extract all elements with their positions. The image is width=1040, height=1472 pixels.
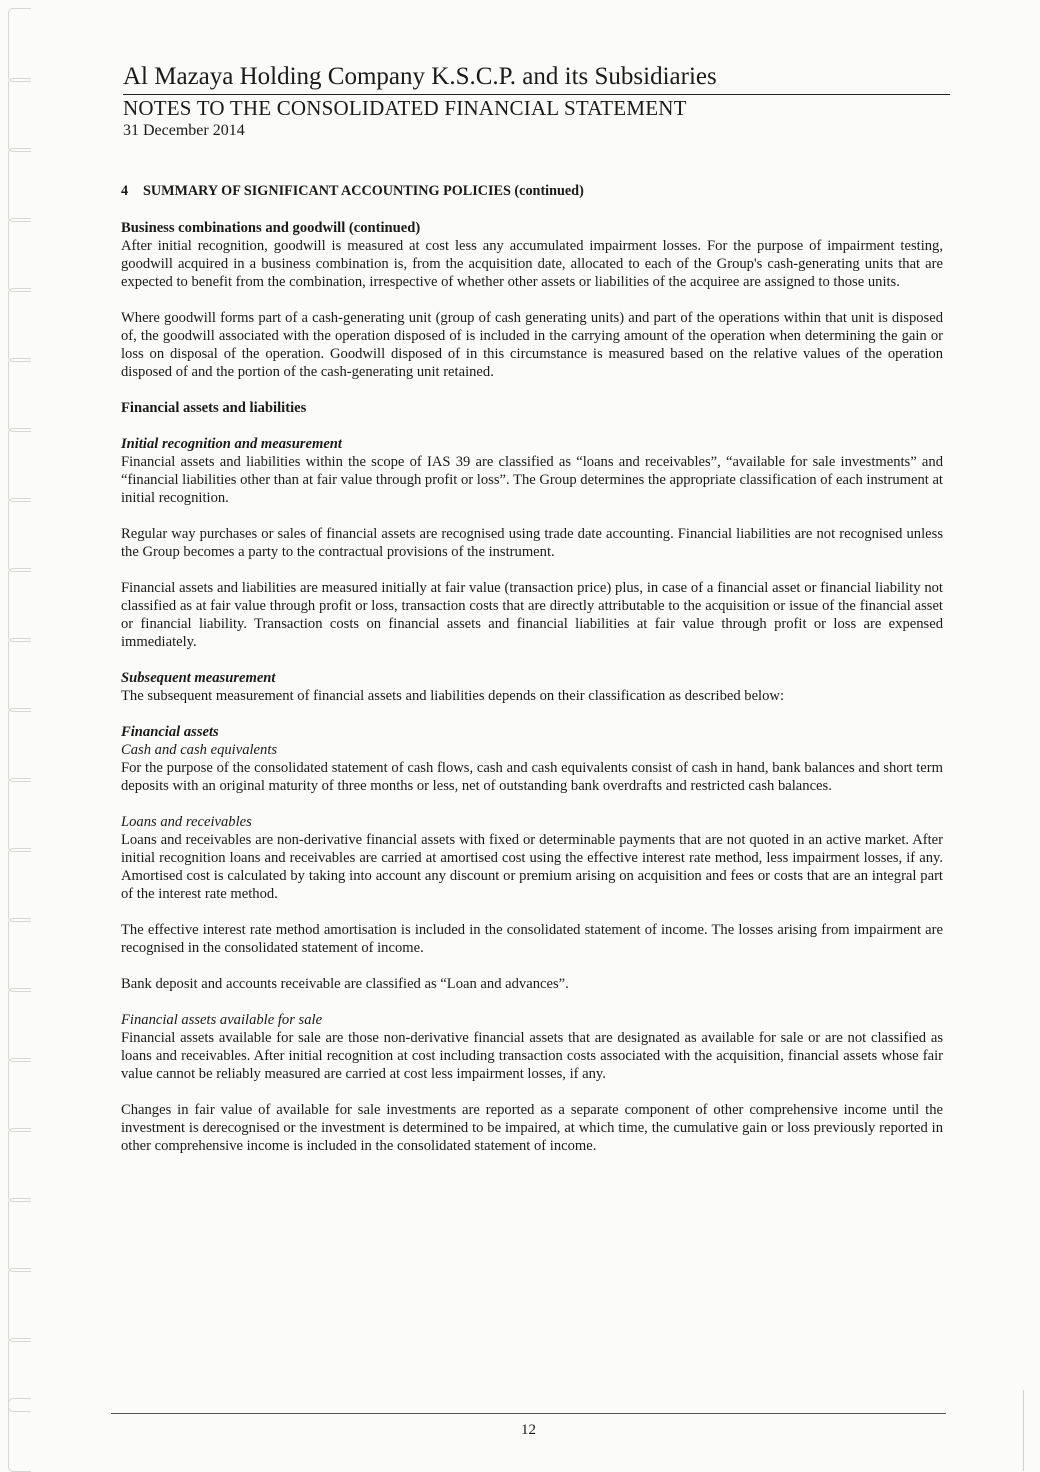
page-body	[121, 182, 943, 1173]
statement-date: 31 December 2014	[123, 122, 245, 139]
cash-equivalents-heading: Cash and cash equivalents	[121, 742, 278, 758]
notes-title: NOTES TO THE CONSOLIDATED FINANCIAL STATEMENT	[123, 96, 687, 120]
page-edge-line	[1023, 1390, 1024, 1471]
page-number: 12	[521, 1422, 536, 1438]
paragraph: Financial assets and liabilities within the scope of IAS 39 are classified as “loans and receivables”, “available for sale investments” and “financial liabilities other than at fair value through profit or loss”. The Group determines the appropriate classification of each instrument at initial recognition.	[121, 454, 943, 506]
paragraph: Bank deposit and accounts receivable are classified as “Loan and advances”.	[121, 976, 569, 992]
paragraph: Financial assets and liabilities are measured initially at fair value (transaction price) plus, in case of a financial asset or financial liability not classified as at fair value through profit or loss, transaction costs that are directly attributable to the acquisition or issue of the financial asset or financial liability. Transaction costs on financial assets and financial liabilities at fair value through profit or loss are expensed immediately.	[121, 580, 943, 650]
loans-receivables-heading: Loans and receivables	[121, 814, 252, 830]
binder-holes	[0, 0, 40, 1471]
subsequent-measurement-heading: Subsequent measurement	[121, 670, 276, 686]
page-header	[123, 60, 950, 141]
page-footer	[111, 1413, 946, 1438]
paragraph: Loans and receivables are non-derivative financial assets with fixed or determinable payments that are not quoted in an active market. After initial recognition loans and receivables are carried at amortised cost using the effective interest rate method, less impairment losses, if any. Amortised cost is calculated by taking into account any discount or premium arising on acquisition and fees or costs that are an integral part of the interest rate method.	[121, 832, 943, 902]
paragraph: Where goodwill forms part of a cash-generating unit (group of cash generating units) and part of the operations within that unit is disposed of, the goodwill associated with the operation disposed of is included in the carrying amount of the operation when determining the gain or loss on disposal of the operation. Goodwill disposed of in this circumstance is measured based on the relative values of the operation disposed of and the portion of the cash-generating unit retained.	[121, 310, 943, 380]
paragraph: The effective interest rate method amortisation is included in the consolidated statement of income. The losses arising from impairment are recognised in the consolidated statement of income.	[121, 922, 943, 956]
section-title: SUMMARY OF SIGNIFICANT ACCOUNTING POLICIES (continued)	[143, 183, 584, 199]
paragraph: Financial assets available for sale are those non-derivative financial assets that are designated as available for sale or are not classified as loans and receivables. After initial recognition at cost including transaction costs associated with the acquisition, financial assets whose fair value cannot be reliably measured are carried at cost less impairment losses, if any.	[121, 1030, 943, 1082]
paragraph: For the purpose of the consolidated statement of cash flows, cash and cash equivalents consist of cash in hand, bank balances and short term deposits with an original maturity of three months or less, net of outstanding bank overdrafts and restricted cash balances.	[121, 760, 943, 794]
business-combinations-heading: Business combinations and goodwill (continued)	[121, 220, 421, 236]
section-heading	[121, 182, 943, 200]
initial-recognition-heading: Initial recognition and measurement	[121, 436, 342, 452]
paragraph: After initial recognition, goodwill is measured at cost less any accumulated impairment losses. For the purpose of impairment testing, goodwill acquired in a business combination is, from the acquisition date, allocated to each of the Group's cash-generating units that are expected to benefit from the combination, irrespective of whether other assets or liabilities of the acquiree are assigned to those units.	[121, 238, 943, 290]
section-number: 4	[121, 183, 129, 199]
paragraph: The subsequent measurement of financial assets and liabilities depends on their classification as described below:	[121, 688, 785, 704]
available-for-sale-heading: Financial assets available for sale	[121, 1012, 323, 1028]
financial-assets-liabilities-heading: Financial assets and liabilities	[121, 400, 307, 416]
financial-assets-heading: Financial assets	[121, 724, 219, 740]
paragraph: Regular way purchases or sales of financial assets are recognised using trade date accounting. Financial liabilities are not recognised unless the Group becomes a party to the contractual provisions of the instrument.	[121, 526, 943, 560]
paragraph: Changes in fair value of available for sale investments are reported as a separate component of other comprehensive income until the investment is derecognised or the investment is determined to be impaired, at which time, the cumulative gain or loss previously reported in other comprehensive income is included in the consolidated statement of income.	[121, 1102, 943, 1154]
company-name: Al Mazaya Holding Company K.S.C.P. and its Subsidiaries	[123, 63, 717, 90]
